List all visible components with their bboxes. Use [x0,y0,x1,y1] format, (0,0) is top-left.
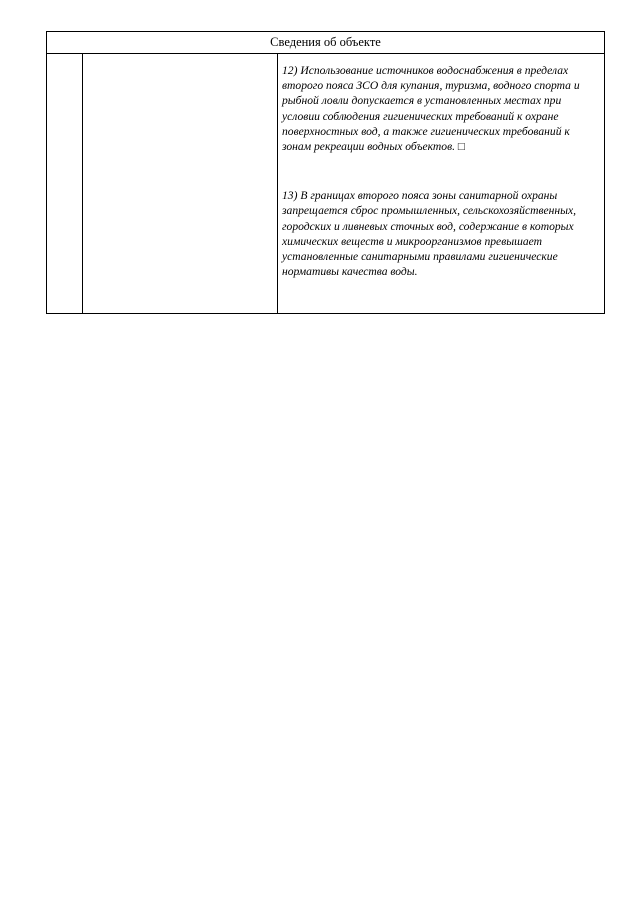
table-header-row [47,32,604,54]
paragraph-line: городских и ливневых сточных вод, содержание в которых [282,219,574,233]
table-header-title: Сведения об объекте [270,35,381,49]
paragraph-line: запрещается сброс промышленных, сельскохозяйственных, [282,204,577,218]
paragraph-line: поверхностных вод, а также гигиенических требований к [282,124,570,138]
paragraph-line: установленные санитарными правилами гигиенические [282,250,558,264]
paragraph-line: условии соблюдения гигиенических требований к охране [282,109,559,123]
paragraph-line: нормативы качества воды. [282,265,418,279]
paragraph-line: рыбной ловли допускается в установленных местах при [282,94,562,108]
paragraph-line: 13) В границах второго пояса зоны санитарной охраны [282,189,558,203]
paragraph-12 [282,63,604,154]
object-info-table [46,31,605,314]
table-cell-number [47,54,83,313]
table-cell-description [278,54,604,313]
paragraph-line: химических веществ и микроорганизмов превышает [282,234,543,248]
paragraph-13 [282,188,604,279]
paragraph-line: зонам рекреации водных объектов. □ [282,140,465,154]
paragraph-line: 12) Использование источников водоснабжения в пределах [282,64,569,77]
paragraph-line: второго пояса ЗСО для купания, туризма, водного спорта и [282,79,580,93]
table-row [47,54,604,313]
table-cell-name [83,54,278,313]
